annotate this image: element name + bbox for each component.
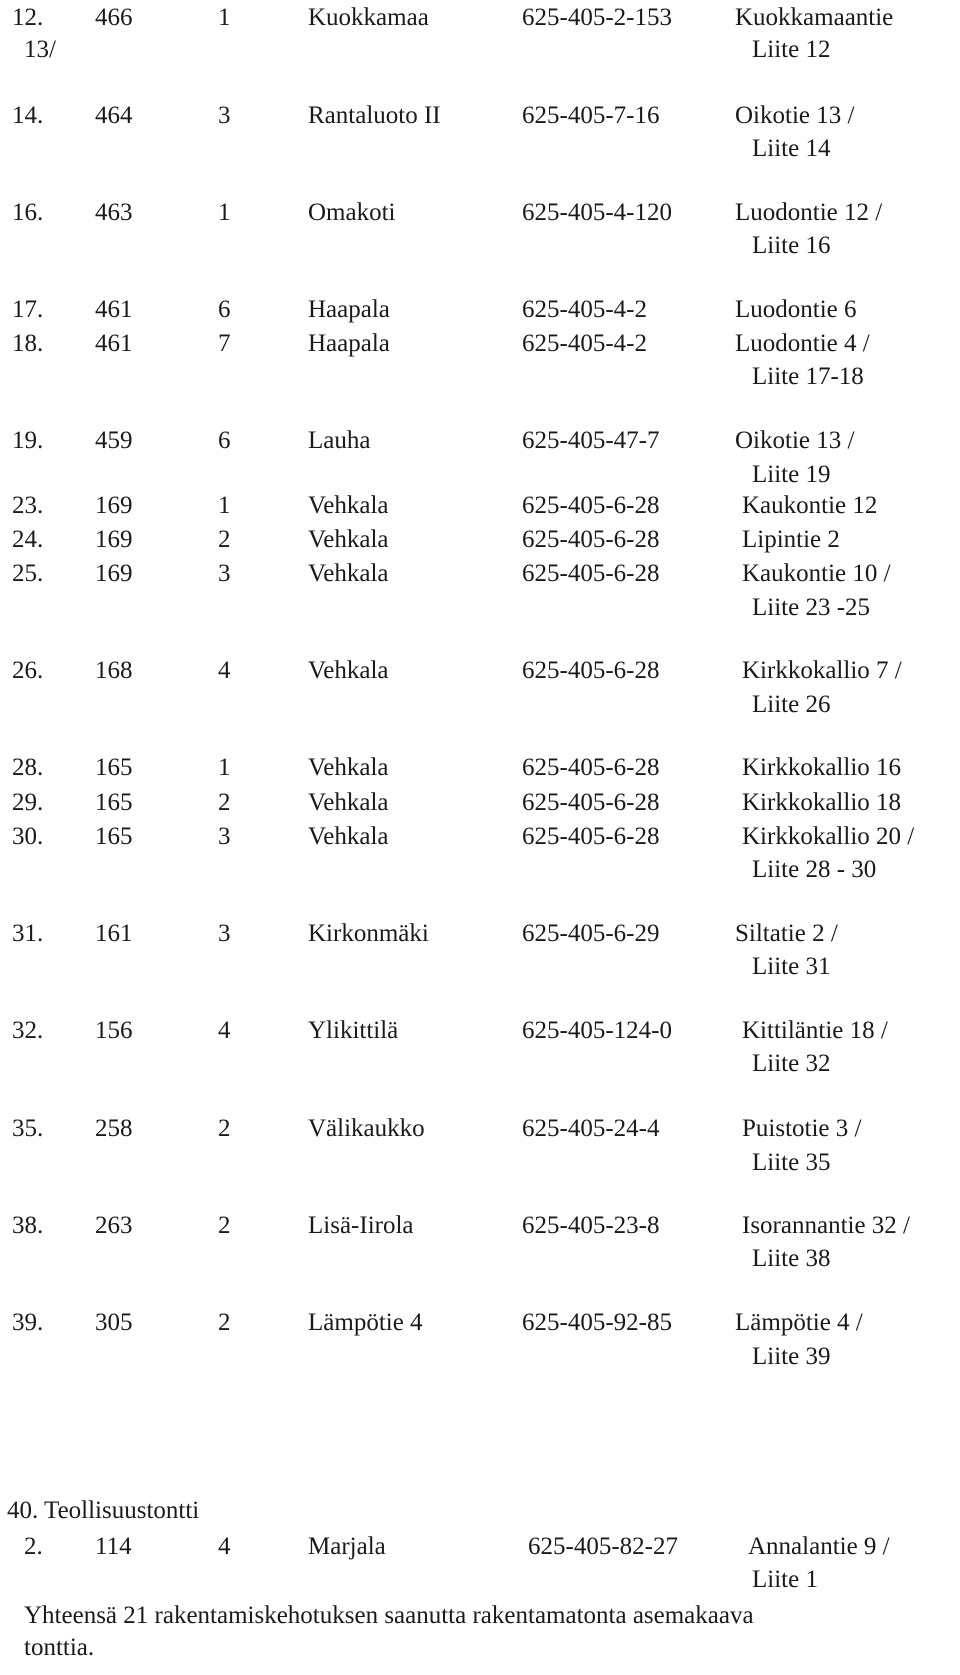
appendix-reference: Liite 28 - 30 — [752, 856, 877, 883]
row-number: 14. — [12, 102, 44, 129]
block-number: 459 — [95, 427, 133, 454]
plot-number: 3 — [218, 560, 231, 587]
address-continuation: 13/ — [24, 36, 56, 63]
row-number: 18. — [12, 330, 44, 357]
property-id: 625-405-7-16 — [522, 102, 660, 129]
address: Kirkkokallio 7 / — [742, 657, 902, 684]
plot-number: 4 — [218, 657, 231, 684]
address: Kirkkokallio 18 — [742, 789, 902, 816]
appendix-reference: Liite 35 — [752, 1149, 831, 1176]
property-id: 625-405-6-28 — [522, 560, 660, 587]
row-number: 38. — [12, 1212, 44, 1239]
estate-name: Lauha — [308, 427, 371, 454]
estate-name: Haapala — [308, 296, 390, 323]
row-number: 26. — [12, 657, 44, 684]
property-id: 625-405-4-2 — [522, 330, 647, 357]
address: Kaukontie 10 / — [742, 560, 891, 587]
address: Lämpötie 4 / — [735, 1309, 863, 1336]
address: Luodontie 12 / — [735, 199, 883, 226]
row-number: 25. — [12, 560, 44, 587]
estate-name: Vehkala — [308, 823, 389, 850]
property-id: 625-405-82-27 — [528, 1533, 678, 1560]
plot-number: 3 — [218, 920, 231, 947]
estate-name: Kuokkamaa — [308, 4, 429, 31]
plot-number: 4 — [218, 1533, 231, 1560]
appendix-reference: Liite 31 — [752, 953, 831, 980]
address: Oikotie 13 / — [735, 102, 855, 129]
block-number: 169 — [95, 560, 133, 587]
estate-name: Lämpötie 4 — [308, 1309, 423, 1336]
plot-number: 2 — [218, 526, 231, 553]
block-number: 464 — [95, 102, 133, 129]
property-id: 625-405-6-28 — [522, 789, 660, 816]
appendix-reference: Liite 23 -25 — [752, 594, 871, 621]
row-number: 30. — [12, 823, 44, 850]
estate-name: Vehkala — [308, 526, 389, 553]
address: Kuokkamaantie — [735, 4, 894, 31]
appendix-reference: Liite 16 — [752, 232, 831, 259]
property-id: 625-405-2-153 — [522, 4, 672, 31]
estate-name: Marjala — [308, 1533, 386, 1560]
row-number: 29. — [12, 789, 44, 816]
summary-text: Yhteensä 21 rakentamiskehotuksen saanutta rakentamatonta asemakaava — [24, 1602, 754, 1629]
row-number: 12. — [12, 4, 44, 31]
row-number: 23. — [12, 492, 44, 519]
block-number: 114 — [95, 1533, 132, 1560]
property-id: 625-405-4-120 — [522, 199, 672, 226]
plot-number: 2 — [218, 789, 231, 816]
block-number: 161 — [95, 920, 133, 947]
block-number: 305 — [95, 1309, 133, 1336]
estate-name: Rantaluoto II — [308, 102, 441, 129]
block-number: 168 — [95, 657, 133, 684]
plot-number: 7 — [218, 330, 231, 357]
property-id: 625-405-92-85 — [522, 1309, 672, 1336]
plot-number: 2 — [218, 1115, 231, 1142]
row-number: 32. — [12, 1017, 44, 1044]
plot-number: 2 — [218, 1212, 231, 1239]
estate-name: Vehkala — [308, 560, 389, 587]
address: Oikotie 13 / — [735, 427, 855, 454]
estate-name: Vehkala — [308, 657, 389, 684]
appendix-reference: Liite 39 — [752, 1343, 831, 1370]
address: Kirkkokallio 20 / — [742, 823, 915, 850]
address: Lipintie 2 — [742, 526, 840, 553]
plot-number: 3 — [218, 823, 231, 850]
appendix-reference: Liite 32 — [752, 1050, 831, 1077]
block-number: 156 — [95, 1017, 133, 1044]
address: Annalantie 9 / — [748, 1533, 890, 1560]
property-id: 625-405-4-2 — [522, 296, 647, 323]
estate-name: Omakoti — [308, 199, 396, 226]
property-id: 625-405-6-28 — [522, 823, 660, 850]
property-id: 625-405-24-4 — [522, 1115, 660, 1142]
estate-name: Vehkala — [308, 754, 389, 781]
estate-name: Välikaukko — [308, 1115, 425, 1142]
estate-name: Lisä-Iirola — [308, 1212, 414, 1239]
property-id: 625-405-47-7 — [522, 427, 660, 454]
address: Kaukontie 12 — [742, 492, 878, 519]
estate-name: Kirkonmäki — [308, 920, 429, 947]
estate-name: Vehkala — [308, 492, 389, 519]
appendix-reference: Liite 19 — [752, 461, 831, 488]
block-number: 165 — [95, 789, 133, 816]
plot-number: 4 — [218, 1017, 231, 1044]
appendix-reference: Liite 14 — [752, 135, 831, 162]
block-number: 165 — [95, 823, 133, 850]
row-number: 19. — [12, 427, 44, 454]
property-id: 625-405-124-0 — [522, 1017, 672, 1044]
estate-name: Vehkala — [308, 789, 389, 816]
estate-name: Haapala — [308, 330, 390, 357]
plot-number: 1 — [218, 492, 231, 519]
block-number: 461 — [95, 296, 133, 323]
address: Luodontie 6 — [735, 296, 857, 323]
property-id: 625-405-6-28 — [522, 754, 660, 781]
property-id: 625-405-6-28 — [522, 492, 660, 519]
block-number: 461 — [95, 330, 133, 357]
row-number: 24. — [12, 526, 44, 553]
plot-number: 1 — [218, 754, 231, 781]
estate-name: Ylikittilä — [308, 1017, 399, 1044]
plot-number: 2 — [218, 1309, 231, 1336]
appendix-reference: Liite 17-18 — [752, 363, 864, 390]
address: Kittiläntie 18 / — [742, 1017, 888, 1044]
plot-number: 1 — [218, 4, 231, 31]
appendix-reference: Liite 1 — [752, 1566, 818, 1593]
appendix-reference: Liite 12 — [752, 36, 831, 63]
block-number: 258 — [95, 1115, 133, 1142]
block-number: 263 — [95, 1212, 133, 1239]
summary-text: tonttia. — [24, 1634, 95, 1661]
row-number: 28. — [12, 754, 44, 781]
block-number: 463 — [95, 199, 133, 226]
plot-number: 6 — [218, 427, 231, 454]
block-number: 165 — [95, 754, 133, 781]
address: Siltatie 2 / — [735, 920, 838, 947]
plot-number: 6 — [218, 296, 231, 323]
property-id: 625-405-6-28 — [522, 526, 660, 553]
row-number: 31. — [12, 920, 44, 947]
address: Kirkkokallio 16 — [742, 754, 902, 781]
section-heading: 40. Teollisuustontti — [7, 1497, 200, 1524]
plot-number: 3 — [218, 102, 231, 129]
plot-number: 1 — [218, 199, 231, 226]
appendix-reference: Liite 26 — [752, 691, 831, 718]
row-number: 39. — [12, 1309, 44, 1336]
address: Luodontie 4 / — [735, 330, 870, 357]
block-number: 466 — [95, 4, 133, 31]
address: Isorannantie 32 / — [742, 1212, 911, 1239]
address: Puistotie 3 / — [742, 1115, 862, 1142]
row-number: 2. — [24, 1533, 43, 1560]
property-id: 625-405-6-28 — [522, 657, 660, 684]
property-id: 625-405-6-29 — [522, 920, 660, 947]
appendix-reference: Liite 38 — [752, 1245, 831, 1272]
block-number: 169 — [95, 526, 133, 553]
row-number: 17. — [12, 296, 44, 323]
row-number: 16. — [12, 199, 44, 226]
block-number: 169 — [95, 492, 133, 519]
property-id: 625-405-23-8 — [522, 1212, 660, 1239]
row-number: 35. — [12, 1115, 44, 1142]
